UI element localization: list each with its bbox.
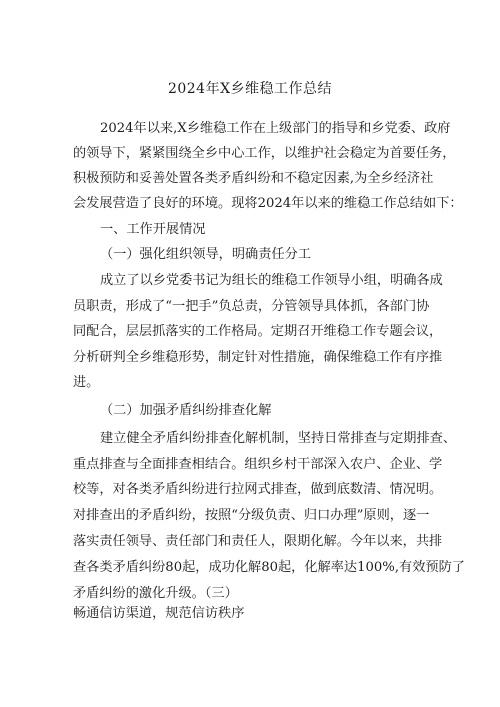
paragraph-line: 落实责任领导、责任部门和责任人，限期化解。今年以来，共排 bbox=[73, 534, 443, 549]
paragraph-line: 积极预防和妥善处置各类矛盾纠纷和不稳定因素,为全乡经济社 bbox=[73, 171, 434, 186]
subsection-heading: 畅通信访渠道，规范信访秩序 bbox=[73, 606, 245, 621]
paragraph-line: 查各类矛盾纠纷80起，成功化解80起，化解率达100%,有效预防了 bbox=[73, 560, 465, 575]
subsection-heading: （二）加强矛盾纠纷排查化解 bbox=[100, 403, 272, 418]
paragraph-line: 进。 bbox=[73, 375, 100, 390]
paragraph-line: 校等，对各类矛盾纠纷进行拉网式排查，做到底数清、情况明。 bbox=[73, 482, 443, 497]
document-title: 2024年X乡维稳工作总结 bbox=[167, 81, 333, 97]
paragraph-line: 成立了以乡党委书记为组长的维稳工作领导小组，明确各成 bbox=[100, 273, 443, 288]
paragraph-line: 2024年以来,X乡维稳工作在上级部门的指导和乡党委、政府 bbox=[100, 121, 451, 136]
paragraph-line: 对排查出的矛盾纠纷，按照“分级负责、归口办理”原则，逐一 bbox=[73, 508, 430, 523]
paragraph-line: 建立健全矛盾纠纷排查化解机制，坚持日常排查与定期排查、 bbox=[100, 431, 457, 446]
paragraph-line: 会发展营造了良好的环境。现将2024年以来的维稳工作总结如下： bbox=[73, 196, 463, 211]
paragraph-line: 的领导下，紧紧围绕全乡中心工作，以维护社会稳定为首要任务， bbox=[73, 146, 456, 161]
subsection-heading: （一）强化组织领导，明确责任分工 bbox=[100, 247, 311, 262]
paragraph-line: 矛盾纠纷的激化升级。（三） bbox=[73, 586, 238, 601]
paragraph-line: 分析研判全乡维稳形势，制定针对性措施，确保维稳工作有序推 bbox=[73, 350, 443, 365]
paragraph-line: 同配合，层层抓落实的工作格局。定期召开维稳工作专题会议， bbox=[73, 324, 443, 339]
paragraph-line: 重点排查与全面排查相结合。组织乡村干部深入农户、企业、学 bbox=[73, 457, 443, 472]
section-heading: 一、工作开展情况 bbox=[100, 222, 206, 237]
paragraph-line: 员职责，形成了“一把手”负总责，分管领导具体抓，各部门协 bbox=[73, 299, 430, 314]
